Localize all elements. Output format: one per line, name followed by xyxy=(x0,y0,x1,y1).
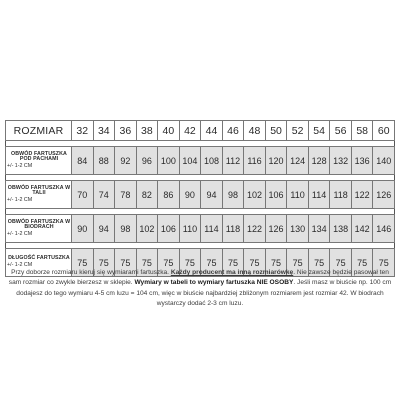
measurement-value-cell: 75 xyxy=(287,249,309,277)
measurement-value-cell: 92 xyxy=(115,147,137,175)
measurement-row xyxy=(6,147,395,175)
measurement-value-cell: 75 xyxy=(201,249,223,277)
measurement-name: OBWÓD FARTUSZKA W BIODRACH xyxy=(7,218,71,231)
measurement-value-cell: 75 xyxy=(115,249,137,277)
size-header-cell: 52 xyxy=(287,121,309,141)
measurement-value-cell: 78 xyxy=(115,181,137,209)
measurement-value-cell: 120 xyxy=(265,147,287,175)
measurement-value-cell: 98 xyxy=(222,181,244,209)
measurement-value-cell: 90 xyxy=(72,215,94,243)
size-header-cell: 58 xyxy=(351,121,373,141)
measurement-value-cell: 146 xyxy=(373,215,395,243)
measurement-value-cell: 130 xyxy=(287,215,309,243)
measurement-value-cell: 70 xyxy=(72,181,94,209)
measurement-label xyxy=(6,181,72,209)
measurement-value-cell: 94 xyxy=(201,181,223,209)
measurement-label xyxy=(6,147,72,175)
measurement-tolerance: +/- 1-2 CM xyxy=(7,262,33,268)
measurement-row xyxy=(6,181,395,209)
measurement-value-cell: 75 xyxy=(222,249,244,277)
measurement-name: OBWÓD FARTUSZKA W TALII xyxy=(7,184,71,197)
measurement-value-cell: 140 xyxy=(373,147,395,175)
measurement-value-cell: 98 xyxy=(115,215,137,243)
measurement-value-cell: 75 xyxy=(179,249,201,277)
size-chart xyxy=(5,120,395,277)
note-producer-warning: Każdy producent ma inną rozmiarówkę xyxy=(170,269,294,276)
measurement-value-cell: 122 xyxy=(244,215,266,243)
measurement-value-cell: 126 xyxy=(265,215,287,243)
size-header-label: ROZMIAR xyxy=(6,121,72,141)
size-header-cell: 36 xyxy=(115,121,137,141)
measurement-value-cell: 75 xyxy=(308,249,330,277)
measurement-value-cell: 136 xyxy=(351,147,373,175)
measurement-value-cell: 114 xyxy=(308,181,330,209)
size-table xyxy=(5,120,395,277)
measurement-value-cell: 110 xyxy=(287,181,309,209)
measurement-value-cell: 75 xyxy=(351,249,373,277)
measurement-value-cell: 74 xyxy=(93,181,115,209)
measurement-value-cell: 132 xyxy=(330,147,352,175)
measurement-value-cell: 88 xyxy=(93,147,115,175)
measurement-value-cell: 86 xyxy=(158,181,180,209)
measurement-value-cell: 75 xyxy=(72,249,94,277)
sizing-note xyxy=(5,268,395,310)
measurement-tolerance: +/- 1-2 CM xyxy=(7,196,33,203)
measurement-value-cell: 104 xyxy=(179,147,201,175)
measurement-value-cell: 122 xyxy=(351,181,373,209)
measurement-value-cell: 102 xyxy=(136,215,158,243)
measurement-value-cell: 112 xyxy=(222,147,244,175)
measurement-value-cell: 102 xyxy=(244,181,266,209)
measurement-name: OBWÓD FARTUSZKA POD PACHAMI xyxy=(11,150,67,163)
measurement-value-cell: 75 xyxy=(265,249,287,277)
note-measurement-warning: Wymiary w tabeli to wymiary fartuszka NIE OSOBY xyxy=(134,279,294,287)
measurement-value-cell: 96 xyxy=(136,147,158,175)
measurement-value-cell: 126 xyxy=(373,181,395,209)
measurement-value-cell: 128 xyxy=(308,147,330,175)
note-text-1: Przy doborze rozmiaru kieruj się wymiarami fartuszka. xyxy=(11,269,171,276)
size-header-cell: 34 xyxy=(93,121,115,141)
measurement-value-cell: 75 xyxy=(330,249,352,277)
measurement-value-cell: 75 xyxy=(373,249,395,277)
measurement-value-cell: 142 xyxy=(351,215,373,243)
measurement-value-cell: 106 xyxy=(158,215,180,243)
measurement-value-cell: 100 xyxy=(158,147,180,175)
size-header-cell: 46 xyxy=(222,121,244,141)
measurement-value-cell: 75 xyxy=(244,249,266,277)
measurement-value-cell: 114 xyxy=(201,215,223,243)
measurement-value-cell: 118 xyxy=(222,215,244,243)
size-header-cell: 48 xyxy=(244,121,266,141)
measurement-value-cell: 118 xyxy=(330,181,352,209)
size-header-cell: 50 xyxy=(265,121,287,141)
note-text-3: . Jeśli masz w biuście np. 100 cm dodajesz do tego wymiaru 4-5 cm luzu = 104 cm, więc w biuście najbardziej zbliżonym rozmiarem jest rozmiar 42. W biodrach wystarczy dodać 2-3 cm luzu. xyxy=(16,279,392,308)
measurement-label xyxy=(6,215,72,243)
size-header-cell: 56 xyxy=(330,121,352,141)
measurement-value-cell: 94 xyxy=(93,215,115,243)
measurement-value-cell: 138 xyxy=(330,215,352,243)
measurement-value-cell: 75 xyxy=(93,249,115,277)
measurement-value-cell: 75 xyxy=(136,249,158,277)
measurement-value-cell: 116 xyxy=(244,147,266,175)
size-header-cell: 44 xyxy=(201,121,223,141)
size-header-cell: 32 xyxy=(72,121,94,141)
note-text-2: . Nie zawsze będzie pasował ten sam rozmiar co zwykle bierzesz w sklepie. xyxy=(8,269,389,287)
size-header-cell: 38 xyxy=(136,121,158,141)
measurement-value-cell: 75 xyxy=(158,249,180,277)
size-header-cell: 42 xyxy=(179,121,201,141)
size-header-row xyxy=(6,121,395,141)
size-header-cell: 40 xyxy=(158,121,180,141)
measurement-name: DŁUGOŚĆ FARTUSZKA xyxy=(8,255,70,262)
measurement-value-cell: 84 xyxy=(72,147,94,175)
measurement-value-cell: 110 xyxy=(179,215,201,243)
size-header-cell: 54 xyxy=(308,121,330,141)
size-header-cell: 60 xyxy=(373,121,395,141)
measurement-value-cell: 90 xyxy=(179,181,201,209)
measurement-value-cell: 108 xyxy=(201,147,223,175)
measurement-value-cell: 82 xyxy=(136,181,158,209)
measurement-value-cell: 134 xyxy=(308,215,330,243)
measurement-tolerance: +/- 1-2 CM xyxy=(7,162,33,169)
measurement-tolerance: +/- 1-2 CM xyxy=(7,230,33,237)
measurement-value-cell: 106 xyxy=(265,181,287,209)
measurement-row xyxy=(6,215,395,243)
measurement-value-cell: 124 xyxy=(287,147,309,175)
